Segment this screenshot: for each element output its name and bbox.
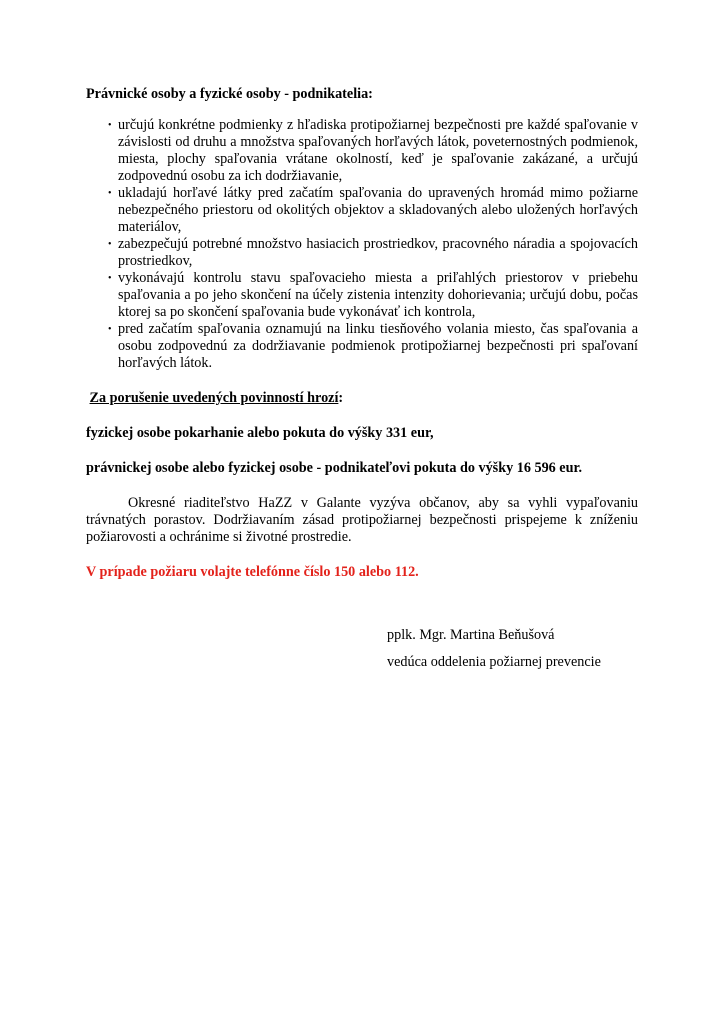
document-body	[86, 86, 638, 581]
penalty-legal-person: právnickej osobe alebo fyzickej osobe - podnikateľovi pokuta do výšky 16 596 eur.	[86, 460, 583, 476]
bullet-icon: •	[108, 239, 112, 250]
penalty-natural-person: fyzickej osobe pokarhanie alebo pokuta do výšky 331 eur,	[86, 425, 434, 441]
bullet-icon: •	[108, 120, 112, 131]
signature-block	[387, 627, 601, 671]
signatory-role: vedúca oddelenia požiarnej prevencie	[387, 654, 601, 670]
list-item-text: ukladajú horľavé látky pred začatím spaľovania do upravených hromád mimo požiarne nebezpečného priestoru od okolitých objektov a skladovaných alebo uložených horľavých materiálov,	[118, 185, 638, 235]
bullet-icon: •	[108, 273, 112, 284]
list-item	[86, 321, 638, 372]
list-item-text: pred začatím spaľovania oznamujú na linku tiesňového volania miesto, čas spaľovania a osobu zodpovednú za dodržiavanie podmienok protipožiarnej bezpečnosti pri spaľovaní horľavých látok.	[118, 321, 638, 371]
emergency-notice: V prípade požiaru volajte telefónne číslo 150 alebo 112.	[86, 564, 419, 580]
penalty-heading-text: Za porušenie uvedených povinností hrozí	[89, 390, 339, 406]
bullet-icon: •	[108, 188, 112, 199]
list-item	[86, 270, 638, 321]
list-item-text: určujú konkrétne podmienky z hľadiska protipožiarnej bezpečnosti pre každé spaľovanie v závislosti od druhu a množstva spaľovaných horľavých látok, poveternostných podmienok, miesta, plochy spaľovania vrátane okolností, keď je spaľovanie zakázané, a určujú zodpovednú osobu za ich dodržiavanie,	[118, 117, 638, 184]
list-item	[86, 236, 638, 270]
list-item-text: vykonávajú kontrolu stavu spaľovacieho miesta a priľahlých priestorov v priebehu spaľovania a po jeho skončení na účely zistenia intenzity dohorievania; určujú dobu, počas ktorej sa po skončení spaľovania bude vykonávať ich kontrola,	[118, 270, 638, 320]
section-title: Právnické osoby a fyzické osoby - podnikatelia:	[86, 86, 373, 102]
bullet-icon: •	[108, 324, 112, 335]
penalty-heading	[86, 390, 638, 407]
list-item	[86, 117, 638, 185]
obligations-list	[86, 117, 638, 372]
signatory-name: pplk. Mgr. Martina Beňušová	[387, 627, 555, 643]
penalty-heading-colon: :	[338, 390, 344, 406]
list-item	[86, 185, 638, 236]
appeal-paragraph: Okresné riaditeľstvo HaZZ v Galante vyzýva občanov, aby sa vyhli vypaľovaniu trávnatých porastov. Dodržiavaním zásad protipožiarnej bezpečnosti prispejeme k zníženiu požiarovosti a ochránime si životné prostredie.	[86, 495, 638, 545]
list-item-text: zabezpečujú potrebné množstvo hasiacich prostriedkov, pracovného náradia a spojovacích prostriedkov,	[118, 236, 638, 269]
